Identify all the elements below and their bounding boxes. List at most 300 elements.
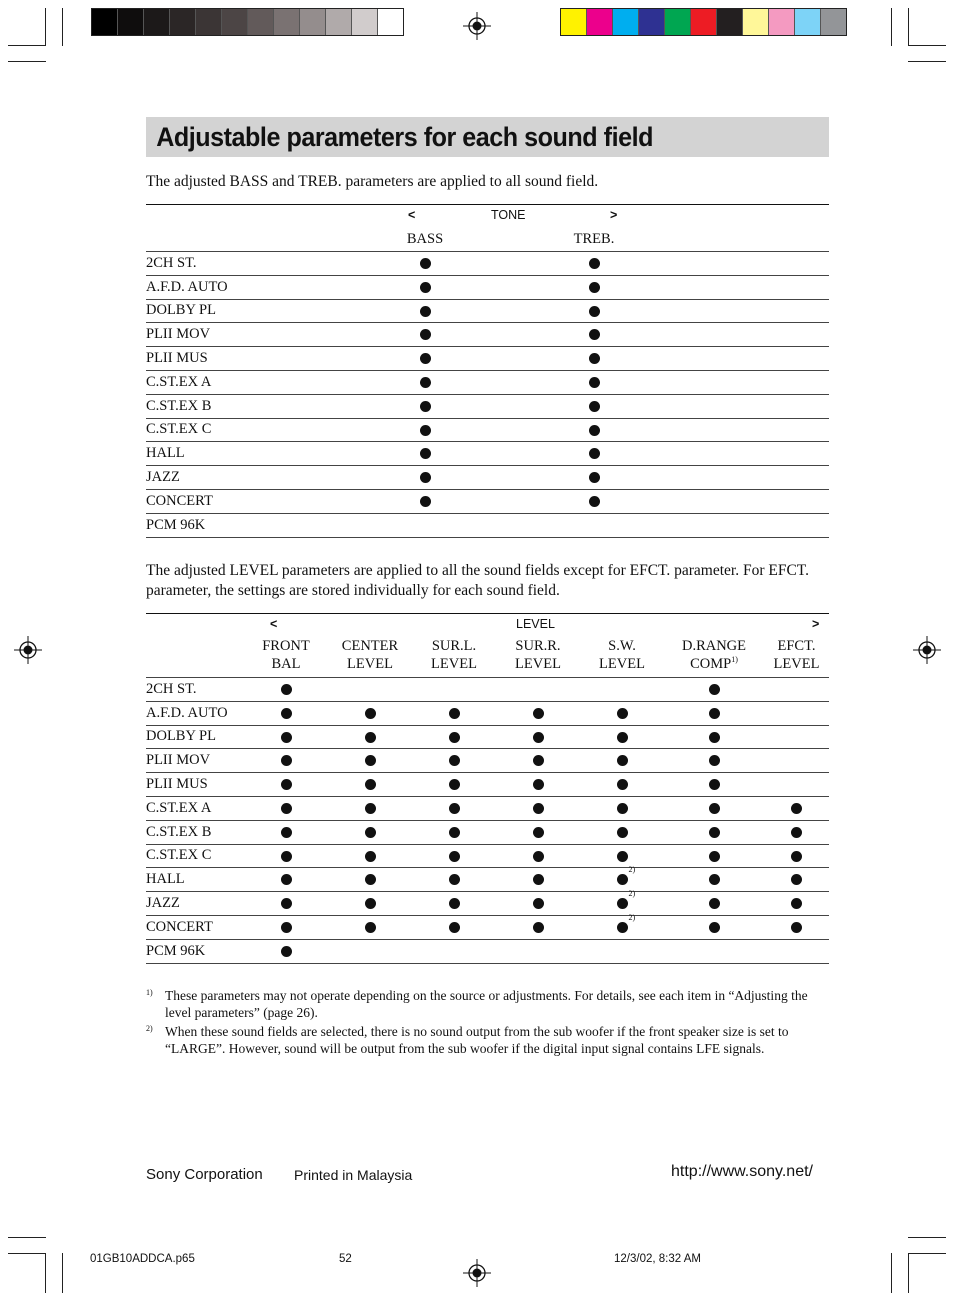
bullet-icon — [589, 472, 600, 483]
table-cell — [412, 796, 496, 820]
table-cell — [510, 513, 678, 537]
color-swatch — [144, 9, 170, 35]
bullet-wrap — [281, 752, 292, 769]
table-row — [146, 394, 829, 418]
color-swatch — [92, 9, 118, 35]
column-header — [244, 635, 328, 678]
bullet-icon — [420, 282, 431, 293]
table-cell — [510, 370, 678, 394]
column-header-line1: EFCT. — [777, 638, 816, 654]
sound-field-name: DOLBY PL — [146, 725, 244, 749]
color-swatch — [821, 9, 846, 35]
bullet-wrap — [365, 871, 376, 888]
table-cell — [678, 513, 829, 537]
color-swatch — [769, 9, 795, 35]
table-cell — [678, 370, 829, 394]
table-cell — [764, 939, 829, 963]
bullet-icon — [533, 779, 544, 790]
sound-field-name: A.F.D. AUTO — [146, 275, 340, 299]
table-cell — [340, 370, 510, 394]
table-cell — [510, 394, 678, 418]
table-cell — [340, 394, 510, 418]
bullet-icon — [791, 827, 802, 838]
bullet-wrap — [449, 895, 460, 912]
sound-field-name: 2CH ST. — [146, 678, 244, 702]
column-header-line2 — [412, 655, 496, 673]
bullet-wrap — [365, 824, 376, 841]
table-cell — [580, 725, 664, 749]
grayscale-bar — [91, 8, 404, 36]
column-header-line2 — [244, 655, 328, 673]
bullet-icon — [281, 708, 292, 719]
bullet-wrap — [533, 847, 544, 864]
column-header-line2-text: COMP — [690, 656, 732, 672]
bullet-icon — [709, 779, 720, 790]
table-cell — [496, 820, 580, 844]
sound-field-name: C.ST.EX B — [146, 394, 340, 418]
table-cell — [412, 773, 496, 797]
bullet-wrap — [617, 847, 628, 864]
bullet-wrap — [709, 776, 720, 793]
bullet-icon — [420, 329, 431, 340]
bullet-icon — [533, 755, 544, 766]
column-header — [580, 635, 664, 678]
table-cell — [664, 844, 764, 868]
bullet-wrap — [533, 728, 544, 745]
table-cell — [244, 820, 328, 844]
bullet-icon — [281, 898, 292, 909]
column-header-treb: TREB. — [573, 230, 615, 247]
table-cell — [580, 773, 664, 797]
column-header — [328, 635, 412, 678]
table-cell — [664, 678, 764, 702]
color-bar — [560, 8, 847, 36]
bullet-icon — [589, 258, 600, 269]
slug-datetime: 12/3/02, 8:32 AM — [614, 1253, 701, 1265]
bullet-wrap — [709, 895, 720, 912]
table-cell — [496, 868, 580, 892]
bullet-icon — [365, 708, 376, 719]
bullet-wrap — [617, 800, 628, 817]
bullet-icon — [709, 803, 720, 814]
table-cell — [328, 749, 412, 773]
column-header-line2-text: BAL — [271, 656, 301, 672]
bullet-wrap — [791, 847, 802, 864]
table-row — [146, 252, 829, 276]
table-row — [146, 513, 829, 537]
color-swatch — [196, 9, 222, 35]
table-cell — [328, 820, 412, 844]
bullet-icon — [709, 898, 720, 909]
bullet-icon — [281, 779, 292, 790]
bullet-wrap — [449, 705, 460, 722]
footnote-text: These parameters may not operate depending on the source or adjustments. For details, see each item in “Adjusting the level parameters” (page 26). — [165, 988, 808, 1020]
table-cell — [678, 466, 829, 490]
bullet-icon — [420, 472, 431, 483]
table-cell — [328, 678, 412, 702]
bullet-icon — [617, 732, 628, 743]
color-swatch — [561, 9, 587, 35]
table-cell — [510, 252, 678, 276]
bullet-wrap — [709, 871, 720, 888]
table-cell — [764, 701, 829, 725]
color-swatch — [118, 9, 144, 35]
bullet-icon — [281, 946, 292, 957]
column-header-line2 — [496, 655, 580, 673]
crop-mark — [8, 61, 46, 62]
bullet-icon — [420, 377, 431, 388]
bullet-wrap — [449, 800, 460, 817]
crop-mark — [62, 8, 63, 46]
bullet-icon — [533, 874, 544, 885]
sound-field-name: HALL — [146, 442, 340, 466]
bullet-icon — [533, 898, 544, 909]
bullet-icon — [420, 448, 431, 459]
bullet-icon — [617, 708, 628, 719]
crop-mark — [62, 1253, 63, 1293]
bullet-icon — [449, 874, 460, 885]
bullet-wrap — [709, 752, 720, 769]
bullet-wrap — [791, 800, 802, 817]
sound-field-name: CONCERT — [146, 915, 244, 939]
bullet-wrap — [709, 919, 720, 936]
bullet-icon — [589, 377, 600, 388]
table-cell — [412, 678, 496, 702]
footnote-text: When these sound fields are selected, there is no sound output from the sub woofer if the front speaker size is set to “LARGE”. However, sound will be output from the sub woofer if the digital input signal contains LFE signals. — [165, 1024, 789, 1056]
bullet-wrap — [617, 705, 628, 722]
bullet-wrap — [533, 824, 544, 841]
bullet-icon — [365, 803, 376, 814]
table-cell — [412, 749, 496, 773]
table-cell — [664, 892, 764, 916]
sound-field-name: JAZZ — [146, 466, 340, 490]
bullet-wrap — [533, 919, 544, 936]
table-row — [146, 820, 829, 844]
table-row — [146, 678, 829, 702]
bullet-icon — [617, 779, 628, 790]
bullet-wrap — [617, 728, 628, 745]
crop-mark — [908, 1253, 946, 1254]
table-cell — [496, 796, 580, 820]
table-cell — [510, 418, 678, 442]
bullet-icon — [709, 874, 720, 885]
bullet-wrap: 2) — [617, 919, 628, 936]
crop-mark — [908, 61, 946, 62]
bullet-icon — [791, 898, 802, 909]
table-cell — [764, 749, 829, 773]
bullet-icon — [281, 732, 292, 743]
bullet-wrap — [533, 871, 544, 888]
table-cell — [328, 725, 412, 749]
bullet-wrap — [281, 681, 292, 698]
bullet-icon — [589, 306, 600, 317]
table-row — [146, 844, 829, 868]
bullet-wrap: 2) — [617, 871, 628, 888]
sound-field-name: PLII MUS — [146, 773, 244, 797]
sound-field-name: PLII MOV — [146, 323, 340, 347]
bullet-icon — [791, 922, 802, 933]
footer-printed: Printed in Malaysia — [294, 1167, 413, 1183]
bullet-icon — [709, 708, 720, 719]
bullet-wrap — [281, 824, 292, 841]
bullet-wrap — [709, 728, 720, 745]
bullet-icon — [420, 353, 431, 364]
bullet-icon — [617, 922, 628, 933]
footnote-ref: 1) — [731, 655, 738, 665]
bullet-icon — [617, 874, 628, 885]
bullet-wrap — [365, 728, 376, 745]
bullet-icon — [365, 898, 376, 909]
table-cell — [412, 939, 496, 963]
table-cell — [678, 252, 829, 276]
table-cell — [580, 701, 664, 725]
color-swatch — [717, 9, 743, 35]
table-cell — [244, 749, 328, 773]
bullet-icon — [420, 425, 431, 436]
left-bracket: < — [270, 617, 278, 631]
table-cell — [580, 820, 664, 844]
level-intro: The adjusted LEVEL parameters are applied to all the sound fields except for EFCT. parameter. For EFCT. parameter, the settings are stored individually for each sound field. — [146, 562, 809, 599]
bullet-wrap: 2) — [617, 895, 628, 912]
table-cell — [412, 915, 496, 939]
bullet-icon — [365, 732, 376, 743]
crop-mark — [45, 8, 46, 46]
footnote-marker: 2) — [146, 1024, 153, 1033]
column-header-line2-text: LEVEL — [599, 656, 645, 672]
table-cell — [496, 701, 580, 725]
table-cell — [340, 489, 510, 513]
bullet-icon — [449, 708, 460, 719]
sound-field-name: DOLBY PL — [146, 299, 340, 323]
column-header — [412, 635, 496, 678]
crop-mark — [8, 45, 46, 46]
footnote-marker: 1) — [146, 988, 153, 997]
bullet-wrap — [365, 847, 376, 864]
bullet-icon — [449, 851, 460, 862]
bullet-wrap — [709, 824, 720, 841]
bullet-icon — [420, 496, 431, 507]
footnotes — [146, 988, 829, 1060]
sound-field-name: PLII MOV — [146, 749, 244, 773]
crop-mark — [908, 1253, 909, 1293]
table-cell — [412, 892, 496, 916]
table-row — [146, 418, 829, 442]
table-cell — [244, 915, 328, 939]
column-header-bass: BASS — [406, 230, 444, 247]
bullet-icon — [420, 401, 431, 412]
level-table — [146, 613, 829, 964]
table-cell — [496, 892, 580, 916]
table-cell — [340, 466, 510, 490]
crop-mark — [908, 8, 909, 46]
table-cell — [244, 725, 328, 749]
table-cell — [664, 725, 764, 749]
bullet-wrap — [533, 895, 544, 912]
bullet-wrap — [365, 919, 376, 936]
level-group-label: LEVEL — [516, 617, 555, 631]
color-swatch — [378, 9, 403, 35]
table-cell — [764, 796, 829, 820]
bullet-wrap — [449, 728, 460, 745]
registration-mark-icon — [463, 1259, 491, 1287]
crop-mark — [45, 1253, 46, 1293]
tone-intro: The adjusted BASS and TREB. parameters are applied to all sound field. — [146, 173, 599, 190]
sound-field-name: PLII MUS — [146, 347, 340, 371]
color-swatch — [587, 9, 613, 35]
table-cell — [244, 678, 328, 702]
bullet-icon — [709, 851, 720, 862]
bullet-icon — [533, 922, 544, 933]
bullet-icon — [420, 306, 431, 317]
bullet-icon — [709, 684, 720, 695]
table-cell — [580, 678, 664, 702]
sound-field-name: HALL — [146, 868, 244, 892]
bullet-wrap — [365, 752, 376, 769]
bullet-icon — [533, 851, 544, 862]
table-cell — [328, 701, 412, 725]
table-row — [146, 489, 829, 513]
column-header — [496, 635, 580, 678]
bullet-wrap — [791, 919, 802, 936]
crop-mark — [8, 1237, 46, 1238]
table-cell — [496, 678, 580, 702]
table-cell — [664, 749, 764, 773]
sound-field-name: C.ST.EX A — [146, 796, 244, 820]
crop-mark — [891, 8, 892, 46]
bullet-icon — [791, 874, 802, 885]
bullet-wrap — [449, 871, 460, 888]
footer-url[interactable]: http://www.sony.net/ — [671, 1163, 813, 1180]
bullet-icon — [617, 851, 628, 862]
table-cell — [580, 939, 664, 963]
bullet-icon — [589, 329, 600, 340]
table-cell — [244, 844, 328, 868]
bullet-wrap — [709, 681, 720, 698]
table-row — [146, 323, 829, 347]
table-cell — [764, 820, 829, 844]
table-cell — [244, 701, 328, 725]
bullet-wrap — [281, 800, 292, 817]
footer-company: Sony Corporation — [146, 1166, 263, 1183]
bullet-wrap — [533, 705, 544, 722]
color-swatch — [691, 9, 717, 35]
column-header-line2-text: LEVEL — [431, 656, 477, 672]
table-cell — [510, 275, 678, 299]
sound-field-name: C.ST.EX C — [146, 844, 244, 868]
table-cell — [664, 796, 764, 820]
bullet-icon — [791, 851, 802, 862]
slug-filename: 01GB10ADDCA.p65 — [90, 1253, 195, 1265]
table-cell — [664, 868, 764, 892]
bullet-wrap — [709, 847, 720, 864]
color-swatch — [248, 9, 274, 35]
color-swatch — [639, 9, 665, 35]
bullet-icon — [449, 755, 460, 766]
page-title: Adjustable parameters for each sound field — [156, 122, 653, 152]
table-cell — [678, 323, 829, 347]
column-header-line2 — [664, 655, 764, 673]
table-cell — [340, 347, 510, 371]
bullet-wrap — [365, 895, 376, 912]
table-row — [146, 773, 829, 797]
table-cell — [496, 844, 580, 868]
table-cell — [510, 347, 678, 371]
table-cell — [340, 513, 510, 537]
crop-mark — [908, 1237, 946, 1238]
left-bracket: < — [408, 208, 416, 222]
table-cell — [510, 323, 678, 347]
table-cell — [328, 892, 412, 916]
table-row — [146, 749, 829, 773]
bullet-icon — [617, 803, 628, 814]
bullet-wrap — [281, 871, 292, 888]
color-swatch — [665, 9, 691, 35]
column-header-line2-text: LEVEL — [515, 656, 561, 672]
registration-mark-icon — [913, 636, 941, 664]
table-cell — [764, 844, 829, 868]
column-header-line2-text: LEVEL — [773, 656, 820, 672]
bullet-wrap — [791, 871, 802, 888]
bullet-wrap — [281, 847, 292, 864]
column-header-line1: FRONT — [262, 638, 310, 654]
table-cell — [764, 892, 829, 916]
bullet-wrap — [533, 776, 544, 793]
table-cell — [340, 442, 510, 466]
bullet-wrap — [365, 705, 376, 722]
bullet-wrap — [281, 728, 292, 745]
column-header-line2 — [328, 655, 412, 673]
bullet-icon — [617, 827, 628, 838]
table-row — [146, 868, 829, 892]
column-header-line1: SUR.L. — [431, 638, 477, 654]
bullet-wrap — [281, 895, 292, 912]
table-cell — [664, 915, 764, 939]
bullet-wrap — [533, 752, 544, 769]
sound-field-name: C.ST.EX C — [146, 418, 340, 442]
color-swatch — [795, 9, 821, 35]
table-cell — [244, 939, 328, 963]
bullet-icon — [589, 282, 600, 293]
bullet-icon — [589, 496, 600, 507]
bullet-icon — [533, 827, 544, 838]
table-cell — [764, 773, 829, 797]
table-cell — [328, 915, 412, 939]
bullet-icon — [365, 779, 376, 790]
bullet-icon — [281, 803, 292, 814]
table-cell — [764, 725, 829, 749]
bullet-icon — [533, 708, 544, 719]
bullet-icon — [589, 448, 600, 459]
table-row — [146, 370, 829, 394]
table-row — [146, 796, 829, 820]
bullet-icon — [449, 922, 460, 933]
color-swatch — [326, 9, 352, 35]
bullet-icon — [365, 755, 376, 766]
column-header-line1: D.RANGE — [681, 638, 747, 654]
bullet-wrap — [365, 800, 376, 817]
table-cell — [412, 844, 496, 868]
bullet-icon — [281, 827, 292, 838]
tone-group-label: TONE — [491, 208, 526, 222]
table-cell — [678, 394, 829, 418]
bullet-wrap — [365, 776, 376, 793]
bullet-icon — [617, 898, 628, 909]
table-cell — [340, 252, 510, 276]
table-cell — [664, 773, 764, 797]
bullet-icon — [589, 353, 600, 364]
bullet-icon — [281, 851, 292, 862]
table-cell — [412, 701, 496, 725]
